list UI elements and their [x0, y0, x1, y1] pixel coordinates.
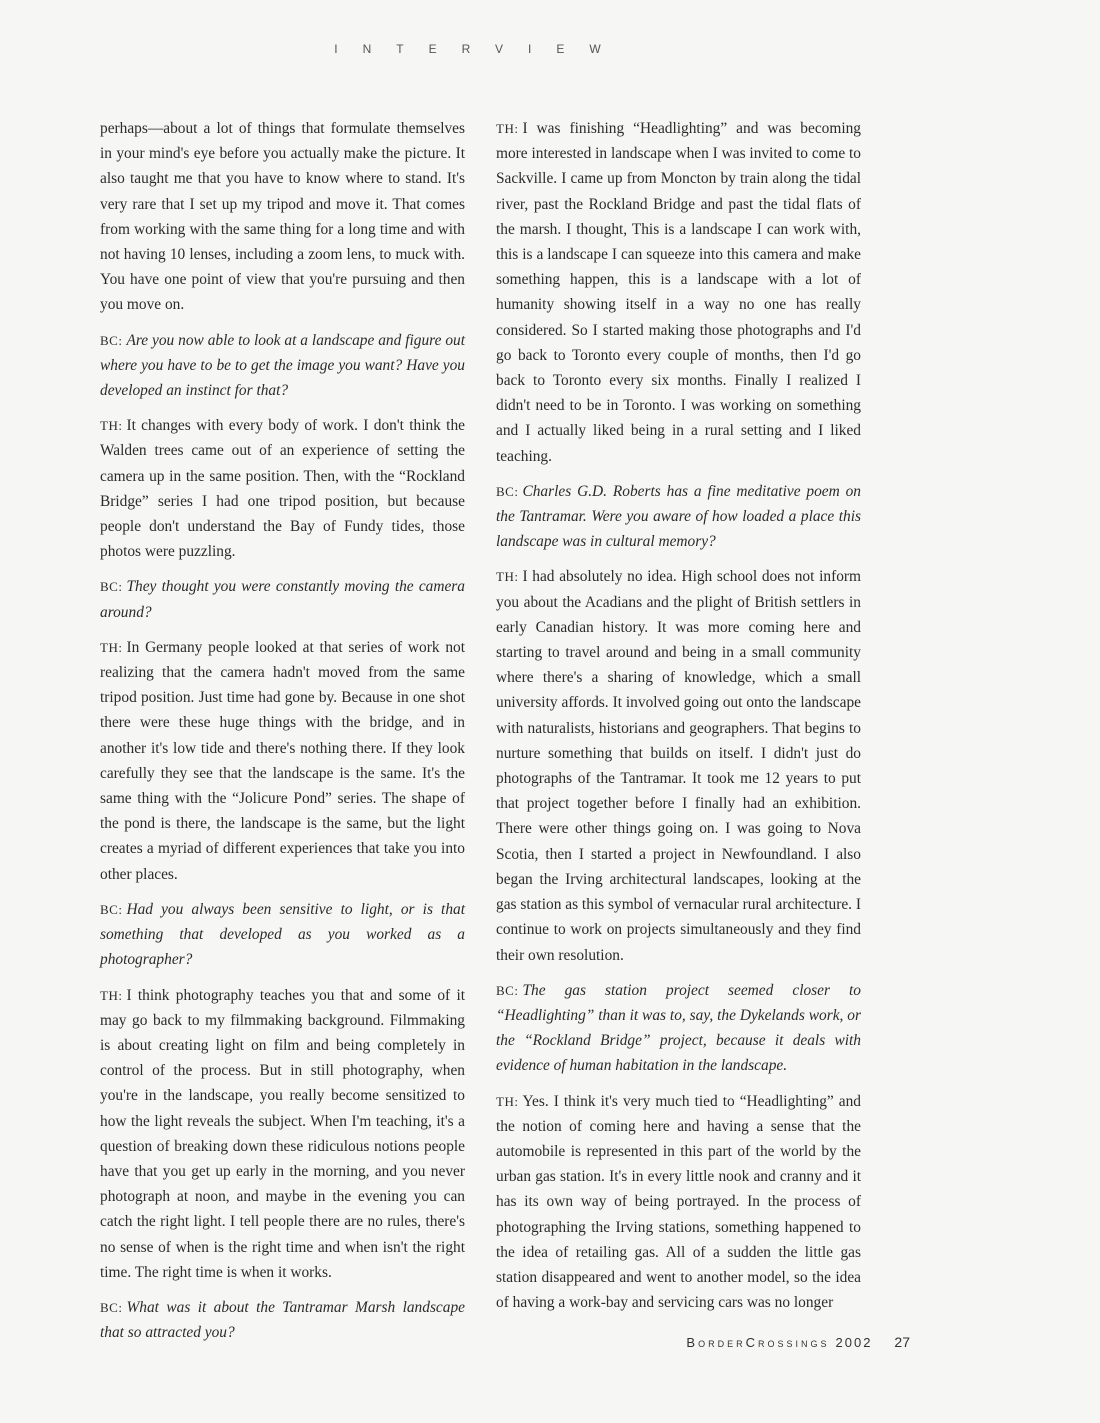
question-text: They thought you were constantly moving the camera around?: [100, 578, 465, 621]
question-text: The gas station project seemed closer to “Headlighting” than it was to, say, the Dykelands work, or the “Rockland Bridge” project, because it deals with evidence of human habitation in the landscape.: [496, 981, 861, 1075]
question-text: Are you now able to look at a landscape and figure out where you have to be to get the image you want? Have you developed an instinct for that?: [100, 331, 465, 400]
paragraph: [100, 116, 465, 318]
answer-text: Yes. I think it's very much tied to “Headlighting” and the notion of coming here and having a sense that the automobile is represented in this part of the world by the urban gas station. It's in every little nook and cranny and it has its own way of being portrayed. In the process of photographing the Irving stations, something happened to the idea of retailing gas. All of a sudden the little gas station disappeared and went to another model, so the idea of having a work-bay and servicing cars was no longer: [496, 1092, 861, 1312]
question-text: Charles G.D. Roberts has a fine meditative poem on the Tantramar. Were you aware of how loaded a place this landscape was in cultural memory?: [496, 482, 861, 551]
speaker-label: TH:: [100, 987, 123, 1003]
question: [100, 574, 465, 624]
answer-text: I had absolutely no idea. High school does not inform you about the Acadians and the plight of British settlers in early Canadian history. It was more coming here and starting to travel around and being in a small community where there's a sharing of knowledge, which a small university affords. It involved going out onto the landscape with naturalists, historians and geographers. That begins to nurture something that builds on itself. I didn't just do photographs of the Tantramar. It took me 12 years to put that project together before I finally had an exhibition. There were other things going on. I was going to Nova Scotia, then I started a project in Newfoundland. I also began the Irving architectural landscapes, looking at the gas station as this symbol of vernacular rural architecture. I continue to work on projects simultaneously and they find their own resolution.: [496, 568, 861, 964]
speaker-label: BC:: [496, 483, 519, 499]
issue-year: 2002: [835, 1335, 873, 1350]
question-text: What was it about the Tantramar Marsh landscape that so attracted you?: [100, 1298, 465, 1342]
answer: [100, 413, 465, 564]
answer-text: I think photography teaches you that and some of it may go back to my filmmaking background. Filmmaking is about creating light on film and being completely in control of the process. But in still photography, when you're in the landscape, you really become sensitized to how the light reveals the subject. When I'm teaching, it's a question of breaking down these ridiculous notions people have that you get up early in the morning, and you never photograph at noon, and maybe in the evening you can catch the right light. I tell people there are no rules, there's no sense of when is the right time and when isn't the right time. The right time is when it works.: [100, 986, 465, 1281]
speaker-label: TH:: [100, 639, 123, 655]
left-column: [100, 116, 465, 1355]
answer: [496, 1089, 861, 1316]
answer-text: In Germany people looked at that series of work not realizing that the camera hadn't moved from the same tripod position. Just time had gone by. Because in one shot there were these huge things with the bridge, and in another it's low tide and there's nothing there. If they look carefully they see that the landscape is the same. It's the same thing with the “Jolicure Pond” series. The shape of the pond is there, the landscape is the same, but the light creates a myriad of different experiences that take you into other places.: [100, 638, 465, 883]
speaker-label: TH:: [100, 418, 123, 434]
running-head: INTERVIEW: [334, 42, 626, 56]
speaker-label: TH:: [496, 121, 519, 136]
speaker-label: TH:: [496, 1093, 519, 1109]
magazine-name: BorderCrossings: [686, 1335, 830, 1350]
answer: [100, 635, 465, 887]
question: [100, 897, 465, 973]
question: [496, 978, 861, 1079]
paragraph-text: perhaps—about a lot of things that formulate themselves in your mind's eye before you actually make the picture. It also taught me that you have to know where to stand. It's very rare that I set up my tripod and move it. That comes from working with the same thing for a long time and with not having 10 lenses, including a zoom lens, to muck with. You have one point of view that you're pursuing and then you move on.: [100, 120, 465, 314]
answer: [100, 983, 465, 1285]
question: [496, 479, 861, 555]
answer: [496, 564, 861, 967]
right-column: [496, 116, 861, 1325]
speaker-label: BC:: [100, 332, 123, 348]
speaker-label: BC:: [496, 982, 519, 998]
answer-text: I was finishing “Headlighting” and was becoming more interested in landscape when I was invited to come to Sackville. I came up from Moncton by train along the tidal river, past the Rockland Bridge and past the tidal flats of the marsh. I thought, This is a landscape I can work with, this is a landscape I can squeeze into this camera and make something happen, this is a landscape with a lot of humanity showing itself in a way no one has really considered. So I started making those photographs and I'd go back to Toronto every couple of months, then I'd go back to Toronto every six months. Finally I realized I didn't need to be in Toronto. I was working on something and I actually liked being in a rural setting and I liked teaching.: [496, 120, 861, 465]
speaker-label: TH:: [496, 569, 519, 585]
page-number: 27: [894, 1334, 910, 1350]
question: [100, 328, 465, 404]
question: [100, 1295, 465, 1345]
answer: [496, 116, 861, 469]
page-footer: [686, 1334, 910, 1350]
speaker-label: BC:: [100, 901, 123, 917]
question-text: Had you always been sensitive to light, or is that something that developed as you worked as a photographer?: [100, 900, 465, 969]
answer-text: It changes with every body of work. I don't think the Walden trees came out of an experience of setting the camera up in the same position. Then, with the “Rockland Bridge” series I had one tripod position, but because people don't understand the Bay of Fundy tides, those photos were puzzling.: [100, 417, 465, 561]
speaker-label: BC:: [100, 579, 123, 595]
speaker-label: BC:: [100, 1299, 123, 1315]
